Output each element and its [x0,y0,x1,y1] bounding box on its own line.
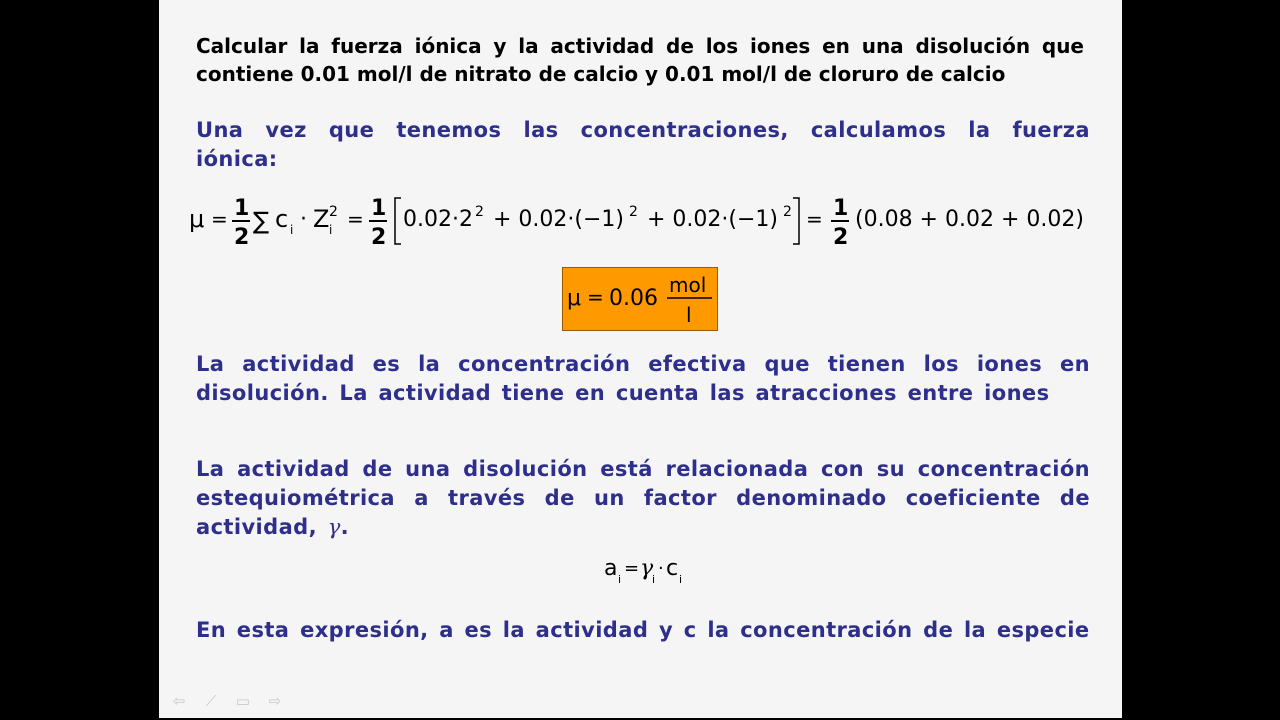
ionic-strength-intro: Una vez que tenemos las concentraciones, calculamos la fuerza iónica: [196,118,1090,171]
activity-coefficient-period: . [340,515,350,539]
eq1-z: Z [313,205,330,233]
eq2-c-sub: i [679,573,683,586]
activity-definition: La actividad es la concentración efectiva que tienen los iones en disolución. La actividad tiene en cuenta las atracciones entre iones [196,352,1090,405]
eq1-frac3-num: 1 [833,196,849,221]
eq1-term2-sup: 2 [629,204,638,220]
forward-arrow-icon[interactable]: ⇨ [268,692,282,710]
slide-navigation [169,692,285,712]
eq2-gamma-sub: i [652,573,656,586]
result-value: 0.06 [609,286,658,311]
eq1-frac2-num: 1 [371,196,387,221]
eq1-equals-1: = [211,207,228,231]
ionic-strength-result-box [562,267,718,331]
eq1-term1: 0.02·2 [403,207,473,232]
eq2-a: a [604,556,618,581]
eq1-result: (0.08 + 0.02 + 0.02) [855,207,1084,232]
result-unit-num: mol [669,273,707,297]
eq1-term2: + 0.02·(−1) [493,207,625,232]
eq1-c: c [275,205,289,233]
eq2-equals: = [624,558,640,579]
eq1-frac1-num: 1 [234,196,250,221]
eq1-term3: + 0.02·(−1) [647,207,779,232]
expression-explanation: En esta expresión, a es la actividad y c la concentración de la especie [196,618,1090,642]
eq1-term1-sup: 2 [475,204,484,220]
eq1-frac2-den: 2 [371,225,387,250]
activity-coefficient-body: La actividad de una disolución está relacionada con su concentración estequiométrica a través de un factor denominado coeficiente de actividad, [196,457,1090,539]
eq1-mu: μ [189,205,205,233]
eq1-equals-2: = [347,207,364,231]
result-unit-den: l [686,303,692,327]
slide [159,0,1122,718]
eq2-a-sub: i [618,573,622,586]
eq1-equals-3: = [806,207,823,231]
result-equals: = [587,285,604,309]
activity-coefficient-text [196,455,1090,542]
eq1-sum: ∑ [253,207,270,235]
pen-icon[interactable]: ⟋ [205,692,217,710]
result-mu: μ [567,286,581,311]
eq1-term3-sup: 2 [783,204,792,220]
ionic-strength-equation [189,194,1119,250]
eq1-z-sup: 2 [329,204,338,220]
eq2-c: c [666,556,679,581]
eq2-gamma: γ [640,556,654,581]
eq1-frac1-den: 2 [234,225,250,250]
eq1-z-sub: i [329,223,333,237]
menu-icon[interactable]: ▭ [235,692,251,710]
eq2-dot: · [658,558,664,579]
activity-equation [602,553,692,589]
eq1-dot-1: · [300,207,307,232]
eq1-frac3-den: 2 [833,225,849,250]
problem-statement: Calcular la fuerza iónica y la actividad de los iones en una disolución que contiene 0.01 mol/l de nitrato de calcio y 0.01 mol/l de cloruro de calcio [196,34,1084,86]
back-arrow-icon[interactable]: ⇦ [172,692,186,710]
eq1-c-sub: i [290,223,294,237]
gamma-symbol: γ [327,515,341,539]
